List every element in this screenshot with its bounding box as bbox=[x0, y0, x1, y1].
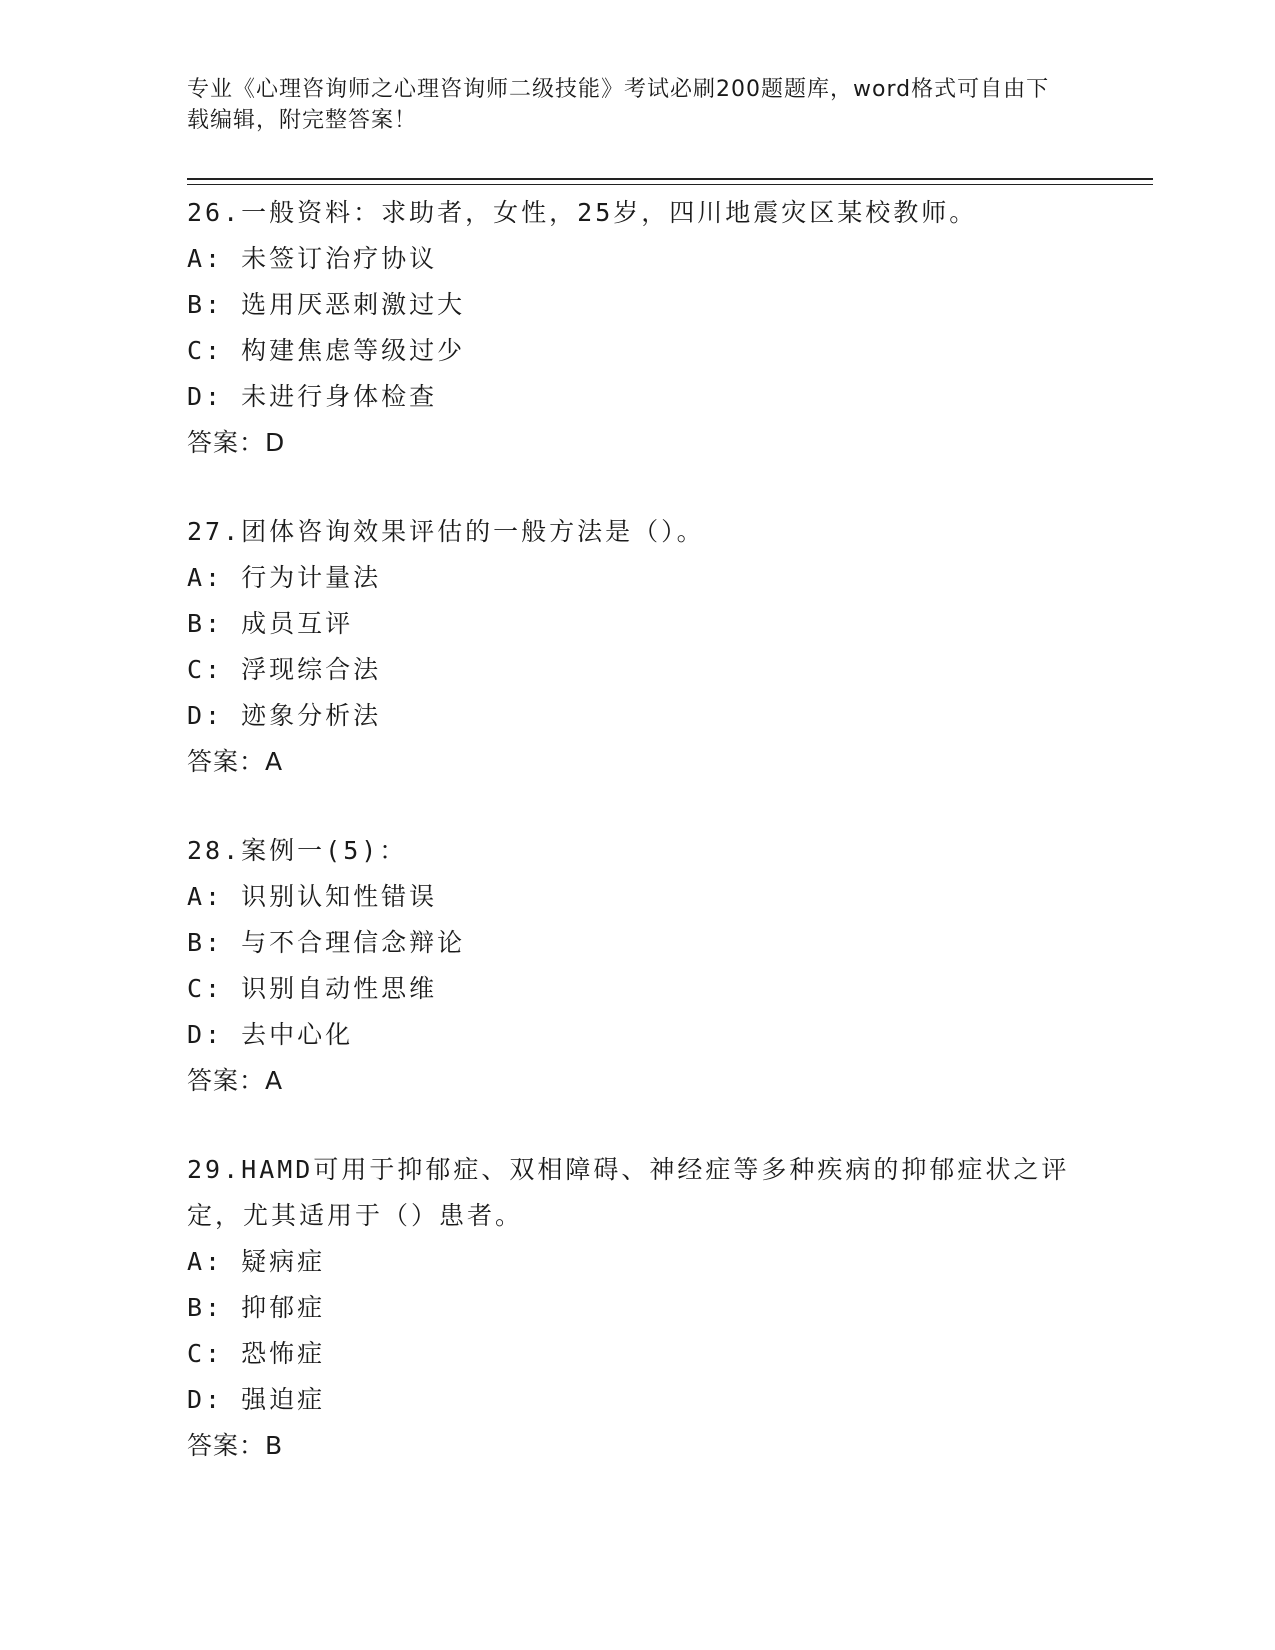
question-title: 28.案例一(5)： bbox=[187, 836, 408, 865]
option-a: A: 未签订治疗协议 bbox=[187, 244, 438, 273]
option-d: D: 未进行身体检查 bbox=[187, 382, 438, 411]
answer-line: 答案：A bbox=[187, 1066, 284, 1095]
option-a: A: 识别认知性错误 bbox=[187, 882, 438, 911]
option-a: A: 行为计量法 bbox=[187, 563, 382, 592]
question-list bbox=[187, 190, 1087, 1512]
answer-line: 答案：D bbox=[187, 428, 286, 457]
question-title: 29.HAMD可用于抑郁症、双相障碍、神经症等多种疾病的抑郁症状之评定，尤其适用于（）患者。 bbox=[187, 1155, 1070, 1230]
question-title: 27.团体咨询效果评估的一般方法是（）。 bbox=[187, 517, 705, 546]
question-title: 26.一般资料：求助者，女性，25岁，四川地震灾区某校教师。 bbox=[187, 198, 978, 227]
option-d: D: 强迫症 bbox=[187, 1385, 326, 1414]
option-d: D: 去中心化 bbox=[187, 1020, 354, 1049]
option-a: A: 疑病症 bbox=[187, 1247, 326, 1276]
question-28 bbox=[187, 828, 1087, 1104]
option-c: C: 浮现综合法 bbox=[187, 655, 382, 684]
option-c: C: 识别自动性思维 bbox=[187, 974, 438, 1003]
document-header: 专业《心理咨询师之心理咨询师二级技能》考试必刷200题题库，word格式可自由下载编辑，附完整答案！ bbox=[187, 77, 1050, 133]
option-c: C: 构建焦虑等级过少 bbox=[187, 336, 466, 365]
question-27 bbox=[187, 509, 1087, 785]
answer-line: 答案：B bbox=[187, 1431, 284, 1460]
option-d: D: 迹象分析法 bbox=[187, 701, 382, 730]
option-b: B: 成员互评 bbox=[187, 609, 354, 638]
answer-line: 答案：A bbox=[187, 747, 284, 776]
option-b: B: 抑郁症 bbox=[187, 1293, 326, 1322]
option-b: B: 与不合理信念辩论 bbox=[187, 928, 466, 957]
question-26 bbox=[187, 190, 1087, 466]
option-c: C: 恐怖症 bbox=[187, 1339, 326, 1368]
header-divider-thin bbox=[187, 184, 1153, 185]
header-divider-thick bbox=[187, 178, 1153, 180]
question-29 bbox=[187, 1147, 1087, 1469]
option-b: B: 选用厌恶刺激过大 bbox=[187, 290, 466, 319]
